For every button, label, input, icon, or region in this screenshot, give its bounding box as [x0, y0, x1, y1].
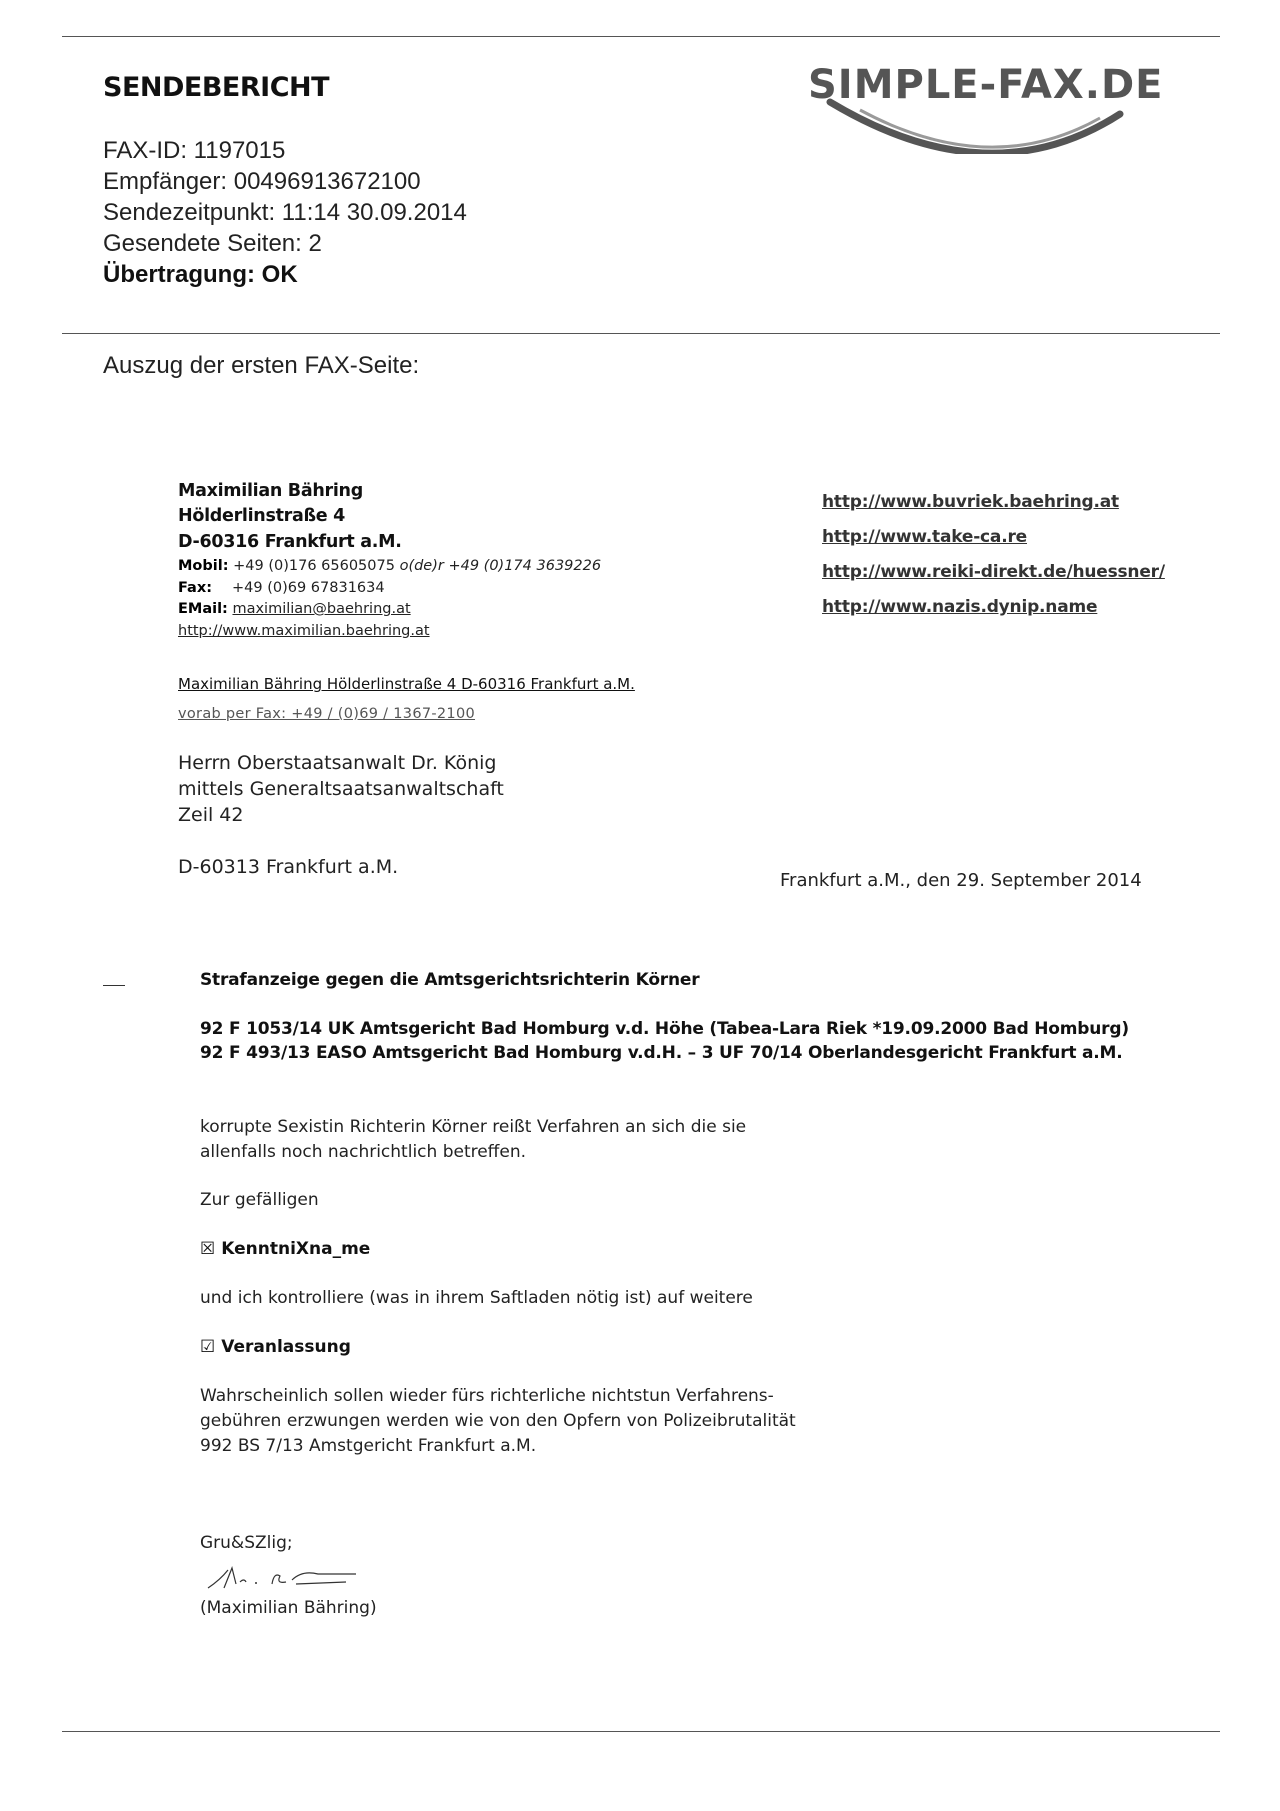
subject-line: Strafanzeige gegen die Amtsgerichtsrichterin Körner [200, 970, 700, 990]
link-buvriek[interactable]: http://www.buvriek.baehring.at [822, 492, 1119, 512]
reference-2: 92 F 493/13 EASO Amtsgericht Bad Homburg v.d.H. – 3 UF 70/14 Oberlandesgericht Frankfurt a.M. [200, 1043, 1123, 1063]
recipient-line-1: Herrn Oberstaatsanwalt Dr. König [178, 752, 497, 774]
letter-date: Frankfurt a.M., den 29. September 2014 [780, 870, 1142, 891]
link-reiki[interactable]: http://www.reiki-direkt.de/huessner/ [822, 562, 1165, 582]
recipient-line-4: D-60313 Frankfurt a.M. [178, 856, 399, 878]
return-address: Maximilian Bähring Hölderlinstraße 4 D-60316 Frankfurt a.M. [178, 675, 635, 693]
fax-value: +49 (0)69 67831634 [232, 580, 385, 596]
header-divider [62, 333, 1220, 334]
sender-street: Hölderlinstraße 4 [178, 506, 345, 526]
bottom-rule [62, 1731, 1220, 1732]
pages-sent: Gesendete Seiten: 2 [103, 230, 322, 257]
checked-box-icon: ☑ [200, 1337, 216, 1357]
reference-1: 92 F 1053/14 UK Amtsgericht Bad Homburg v.d. Höhe (Tabea-Lara Riek *19.09.2000 Bad Homburg) [200, 1019, 1129, 1039]
transmission-status: Übertragung: OK [103, 261, 298, 288]
link-nazis-dynip[interactable]: http://www.nazis.dynip.name [822, 597, 1098, 617]
sender-website-link[interactable]: http://www.maximilian.baehring.at [178, 623, 430, 639]
fold-mark [103, 985, 125, 986]
fax-id: FAX-ID: 1197015 [103, 137, 286, 164]
sender-fax [178, 580, 385, 596]
closing: Gru&SZlig; [200, 1533, 293, 1553]
logo-text: SIMPLE-FAX.DE [808, 62, 1164, 108]
link-take-care[interactable]: http://www.take-ca.re [822, 527, 1027, 547]
recipient-line-2: mittels Generaltsaatsanwaltschaft [178, 778, 504, 800]
signature-image [206, 1562, 366, 1596]
sender-mobile [178, 558, 601, 574]
body-para1-line2: allenfalls noch nachrichtlich betreffen. [200, 1142, 527, 1162]
mobile-extra: o(de)r +49 (0)174 3639226 [399, 558, 602, 574]
report-title: SENDEBERICHT [103, 72, 330, 103]
fax-label: Fax: [178, 580, 212, 596]
crossed-box-icon: ☒ [200, 1239, 216, 1259]
body-para2-line3: 992 BS 7/13 Amstgericht Frankfurt a.M. [200, 1436, 537, 1456]
mobile-label: Mobil: [178, 558, 229, 574]
check-kenntnisnahme [200, 1239, 370, 1259]
body-zur: Zur gefälligen [200, 1190, 319, 1210]
send-time: Sendezeitpunkt: 11:14 30.09.2014 [103, 199, 467, 226]
mobile-value: +49 (0)176 65605075 [233, 558, 395, 574]
sender-email [178, 601, 411, 617]
email-label: EMail: [178, 601, 228, 617]
body-para2-line1: Wahrscheinlich sollen wieder fürs richterliche nichtstun Verfahrens- [200, 1386, 774, 1406]
body-para1-line1: korrupte Sexistin Richterin Körner reißt Verfahren an sich die sie [200, 1117, 747, 1137]
check-veranlassung [200, 1337, 351, 1357]
sender-name: Maximilian Bähring [178, 481, 363, 501]
check2-label: Veranlassung [221, 1337, 351, 1357]
vorab-fax: vorab per Fax: +49 / (0)69 / 1367-2100 [178, 706, 476, 722]
check1-label: KenntniXna_me [221, 1239, 371, 1259]
recipient-line-3: Zeil 42 [178, 804, 244, 826]
email-link[interactable]: maximilian@baehring.at [232, 601, 411, 617]
sender-city: D-60316 Frankfurt a.M. [178, 532, 402, 552]
recipient-number: Empfänger: 00496913672100 [103, 168, 421, 195]
top-rule [62, 36, 1220, 37]
simple-fax-logo [800, 58, 1200, 154]
body-para2-line2: gebühren erzwungen werden wie von den Opfern von Polizeibrutalität [200, 1411, 796, 1431]
signature-name: (Maximilian Bähring) [200, 1598, 377, 1618]
body-mid: und ich kontrolliere (was in ihrem Saftladen nötig ist) auf weitere [200, 1288, 753, 1308]
excerpt-heading: Auszug der ersten FAX-Seite: [103, 352, 420, 379]
